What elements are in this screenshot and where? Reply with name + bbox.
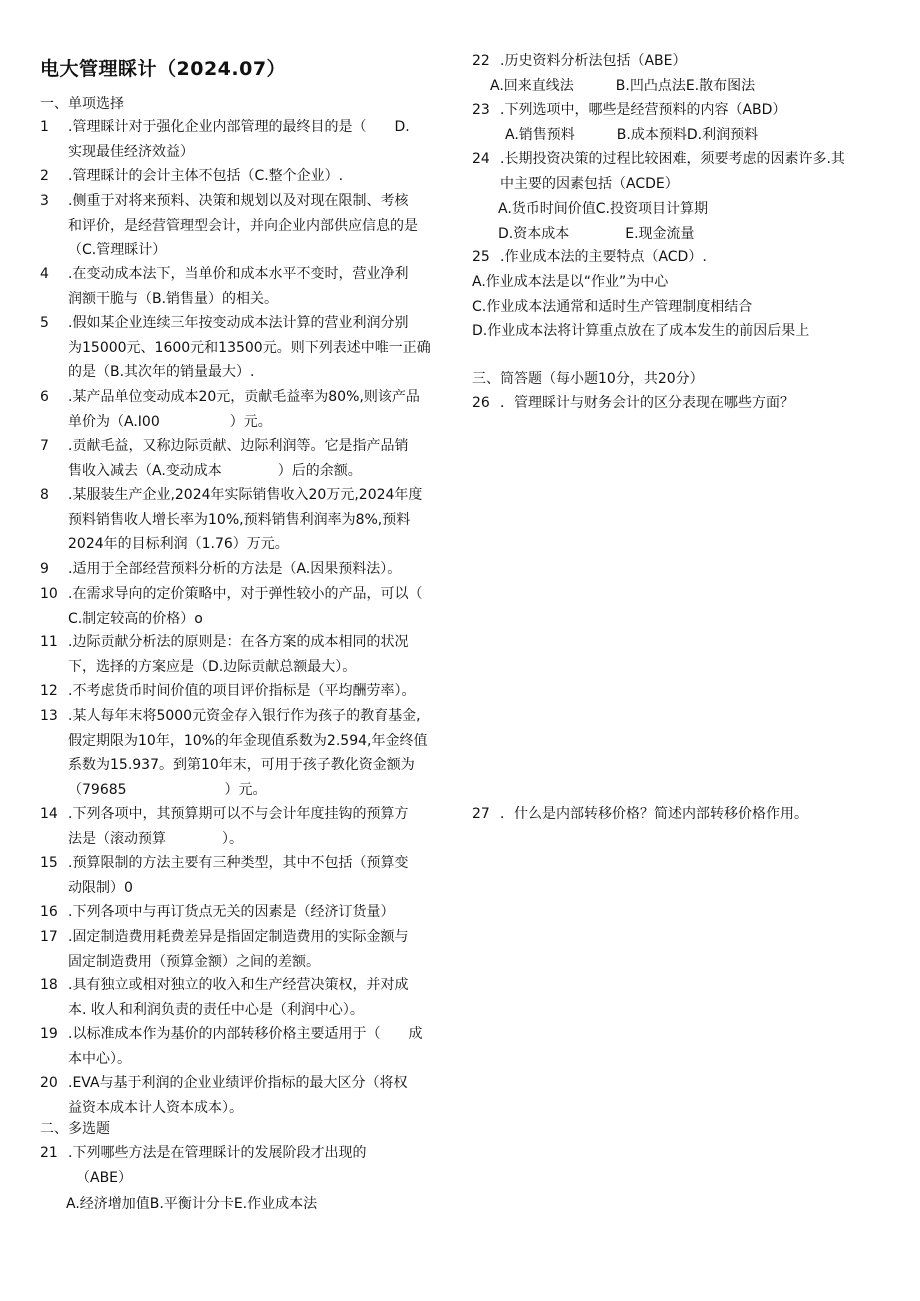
question-10 (40, 582, 460, 631)
question-number: 22 (472, 53, 490, 69)
question-7 (40, 434, 460, 483)
question-line: 假定期限为10年，10%的年金现值系数为2.594,年金终值 (68, 732, 428, 749)
question-number: 4 (40, 266, 49, 282)
question-18 (40, 973, 460, 1022)
question-line: 售收入减去（A.变动成本 ）后的余额。 (68, 462, 362, 479)
question-line: 动限制）0 (68, 879, 133, 896)
question-line: .历史资料分析法包括（ABE） (500, 53, 687, 69)
question-number: 9 (40, 561, 49, 577)
question-26 (472, 391, 892, 416)
question-line: .预算限制的方法主要有三种类型，其中不包括（预算变 (68, 855, 409, 871)
question-line: .长期投资决策的过程比较困难，须要考虑的因素许多.其 (500, 151, 845, 167)
question-line: .下列选项中，哪些是经营预料的内容（ABD） (500, 102, 787, 118)
question-number: 26 (472, 395, 490, 411)
question-21 (40, 1141, 460, 1190)
question-number: 5 (40, 315, 49, 331)
question-line: ．管理睬计与财务会计的区分表现在哪些方面？ (500, 395, 794, 411)
question-line: .在变动成本法下，当单价和成本水平不变时，营业净利 (68, 266, 409, 282)
question-line: 中主要的因素包括（ACDE） (500, 175, 679, 192)
question-line: （ABE） (76, 1169, 133, 1186)
question-number: 8 (40, 487, 49, 503)
question-19 (40, 1022, 460, 1071)
question-line: 固定制造费用（预算金额）之间的差额。 (68, 953, 320, 970)
question-15 (40, 851, 460, 900)
question-line: .假如某企业连续三年按变动成本法计算的营业利润分别 (68, 315, 409, 331)
question-line: .某服装生产企业,2024年实际销售收入20万元,2024年度 (68, 487, 423, 503)
question-number: 10 (40, 586, 58, 602)
question-number: 14 (40, 806, 58, 822)
question-line: .作业成本法的主要特点（ACD）. (500, 249, 707, 265)
question-line: 本中心）。 (68, 1050, 131, 1067)
question-line: .适用于全部经营预料分析的方法是（A.因果预料法）。 (68, 561, 402, 577)
question-line: 法是（滚动预算 ）。 (68, 830, 243, 847)
question-line: .具有独立或相对独立的收入和生产经营决策权，并对成 (68, 977, 409, 993)
question-27 (472, 802, 892, 827)
question-1 (40, 115, 460, 164)
question-9 (40, 557, 460, 582)
question-number: 12 (40, 683, 58, 699)
question-number: 2 (40, 168, 49, 184)
question-number: 25 (472, 249, 490, 265)
question-line: 预料销售收人增长率为10%,预料销售利润率为8%,预料 (68, 511, 411, 528)
question-line: C.制定较高的价格）o (68, 610, 203, 627)
question-number: 15 (40, 855, 58, 871)
question-17 (40, 925, 460, 974)
question-24-option-line: A.货币时间价值C.投资项目计算期 (498, 201, 709, 217)
question-3 (40, 189, 460, 263)
question-6 (40, 385, 460, 434)
question-number: 11 (40, 634, 58, 650)
question-line: 为15000元、1600元和13500元。则下列表述中唯一正确 (68, 339, 431, 356)
question-23 (472, 98, 892, 123)
question-line: .边际贡献分析法的原则是：在各方案的成本相同的状况 (68, 634, 409, 650)
question-line: .在需求导向的定价策略中，对于弹性较小的产品，可以（ (68, 586, 423, 602)
question-8 (40, 483, 460, 557)
question-21-options: A.经济增加值B.平衡计分卡E.作业成本法 (66, 1196, 318, 1212)
question-number: 20 (40, 1075, 58, 1091)
question-line: .EVA与基于利润的企业业绩评价指标的最大区分（将权 (68, 1075, 408, 1091)
question-13 (40, 704, 460, 802)
question-line: .某人每年末将5000元资金存入银行作为孩子的教育基金, (68, 708, 421, 724)
question-line: （79685 ）元。 (68, 781, 267, 798)
question-line: （C.管理睬计） (68, 242, 167, 259)
question-number: 13 (40, 708, 58, 724)
question-number: 23 (472, 102, 490, 118)
question-number: 17 (40, 929, 58, 945)
question-line: .下列哪些方法是在管理睬计的发展阶段才出现的 (68, 1145, 367, 1161)
question-line: ．什么是内部转移价格？简述内部转移价格作用。 (500, 806, 808, 822)
question-4 (40, 262, 460, 311)
question-14 (40, 802, 460, 851)
question-line: 2024年的目标利润（1.76）万元。 (68, 536, 289, 553)
question-25 (472, 245, 892, 270)
question-24 (472, 147, 892, 196)
question-line: 下，选择的方案应是（D.边际贡献总额最大）。 (68, 658, 357, 675)
question-number: 6 (40, 389, 49, 405)
question-number: 7 (40, 438, 49, 454)
question-24-option-line: D.资本成本 E.现金流量 (498, 226, 695, 242)
question-line: .以标准成本作为基价的内部转移价格主要适用于（ 成 (68, 1026, 423, 1042)
question-25-option-d: D.作业成本法将计算重点放在了成本发生的前因后果上 (472, 323, 810, 339)
question-5 (40, 311, 460, 385)
question-23-options: A.销售预料 B.成本预料D.利润预料 (505, 127, 759, 143)
question-line: .管理睬计的会计主体不包括（C.整个企业）. (68, 168, 344, 184)
question-22 (472, 49, 892, 74)
section-single-choice: 一、单项选择 (40, 96, 124, 112)
question-number: 1 (40, 119, 49, 135)
question-line: 单价为（A.I00 ）元。 (68, 413, 272, 430)
question-number: 21 (40, 1145, 58, 1161)
question-number: 19 (40, 1026, 58, 1042)
question-line: .下列各项中与再订货点无关的因素是（经济订货量） (68, 904, 395, 920)
question-line: .管理睬计对于强化企业内部管理的最终目的是（ D. (68, 119, 410, 135)
question-number: 24 (472, 151, 490, 167)
section-multiple-choice: 二、多选题 (40, 1121, 110, 1137)
question-line: .贡献毛益，又称边际贡献、边际利润等。它是指产品销 (68, 438, 409, 454)
question-12 (40, 679, 460, 704)
question-line: 的是（B.其次年的销量最大）. (68, 364, 255, 381)
question-20 (40, 1071, 460, 1120)
question-2 (40, 164, 460, 189)
question-25-option-a: A.作业成本法是以“作业”为中心 (472, 274, 669, 290)
question-16 (40, 900, 460, 925)
question-number: 27 (472, 806, 490, 822)
question-25-option-c: C.作业成本法通常和适时生产管理制度相结合 (472, 299, 753, 315)
question-line: 和评价，是经营管理型会计，并向企业内部供应信息的是 (68, 217, 418, 234)
question-line: .不考虑货币时间价值的项目评价指标是（平均酬劳率）。 (68, 683, 416, 699)
question-number: 18 (40, 977, 58, 993)
question-line: .侧重于对将来预料、决策和规划以及对现在限制、考核 (68, 193, 409, 209)
question-line: .某产品单位变动成本20元，贡献毛益率为80%,则该产品 (68, 389, 420, 405)
question-line: 益资本成本计人资本成本）。 (68, 1099, 243, 1116)
question-line: 本. 收人和利润负责的责任中心是（利润中心）。 (68, 1001, 364, 1018)
question-line: 润额干脆与（B.销售量）的相关。 (68, 290, 279, 307)
question-11 (40, 630, 460, 679)
question-line: .下列各项中，其预算期可以不与会计年度挂钩的预算方 (68, 806, 409, 822)
question-number: 3 (40, 193, 49, 209)
question-line: .固定制造费用耗费差异是指固定制造费用的实际金额与 (68, 929, 409, 945)
page-title: 电大管理睬计（2024.07） (40, 58, 287, 80)
question-line: 系数为15.937。到第10年末，可用于孩子教化资金额为 (68, 757, 415, 774)
question-line: 实现最佳经济效益） (68, 143, 194, 160)
question-22-options: A.回来直线法 B.凹凸点法E.散布图法 (490, 78, 756, 94)
question-number: 16 (40, 904, 58, 920)
section-short-answer: 三、筒答题（每小题10分，共20分） (472, 371, 704, 387)
